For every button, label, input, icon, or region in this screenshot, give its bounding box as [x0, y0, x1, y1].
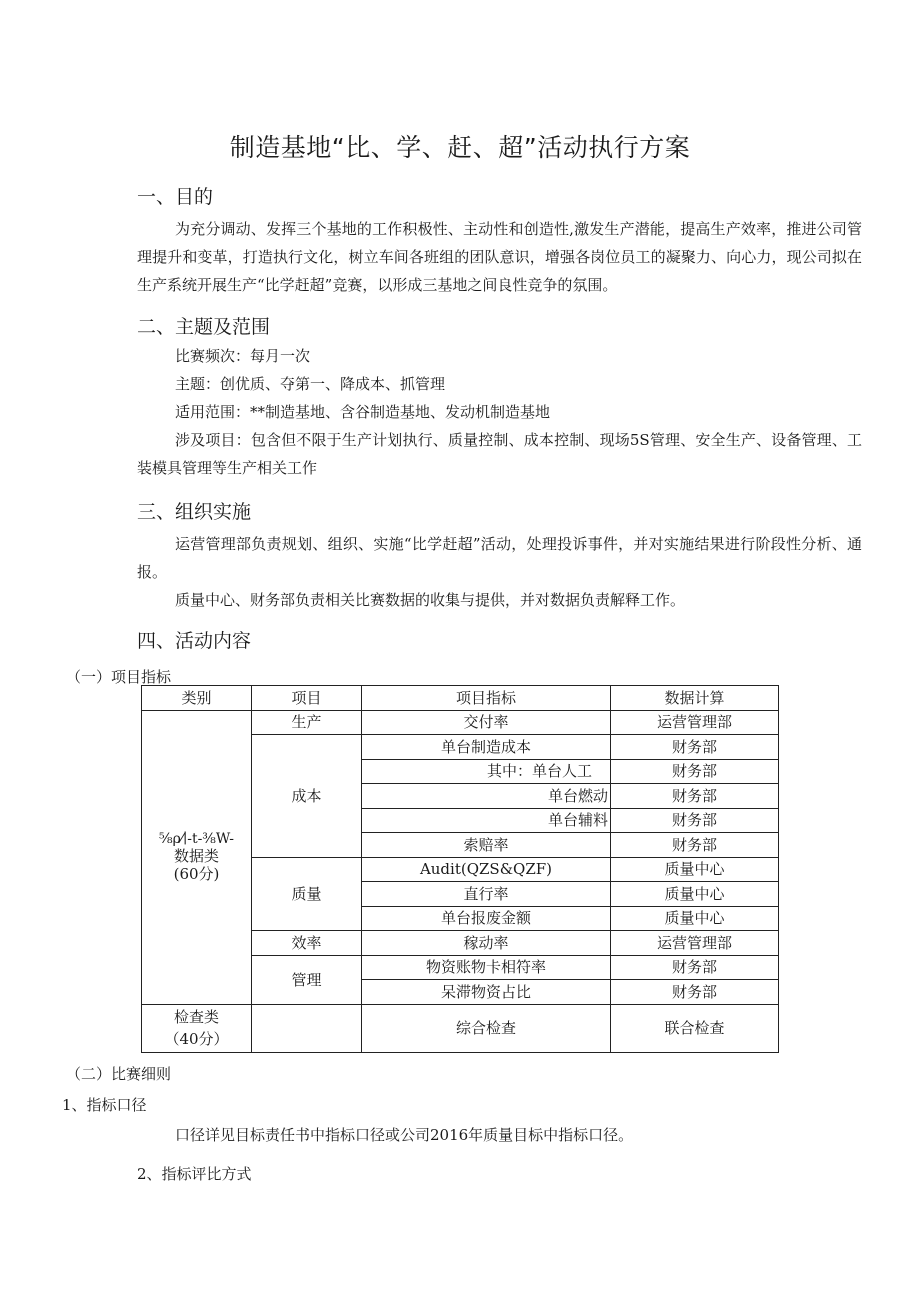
- calc-cell: 财务部: [611, 759, 779, 784]
- section-1-heading: 一、目的: [137, 186, 214, 208]
- scope-line: 适用范围：**制造基地、含谷制造基地、发动机制造基地: [175, 403, 551, 421]
- category-garbled-text: ⅝ρ⁄∣-t-⅜W-: [159, 831, 234, 847]
- rule-1-label: 1、指标口径: [62, 1096, 147, 1114]
- indicator-cell: 单台辅料: [362, 808, 611, 833]
- indicator-cell: 直行率: [362, 882, 611, 907]
- calc-cell: 财务部: [611, 955, 779, 980]
- indicator-cell: 索赔率: [362, 833, 611, 858]
- group-efficiency: 效率: [252, 931, 362, 956]
- table-row: [142, 1004, 779, 1052]
- indicator-cell: 稼动率: [362, 931, 611, 956]
- section-3-paragraph-2: 质量中心、财务部负责相关比赛数据的收集与提供，并对数据负责解释工作。: [175, 591, 686, 609]
- table-header: 类别: [142, 686, 252, 711]
- calc-cell: 联合检查: [611, 1004, 779, 1052]
- section-3-heading: 三、组织实施: [137, 501, 252, 523]
- frequency-line: 比赛频次：每月一次: [175, 347, 311, 365]
- calc-cell: 质量中心: [611, 906, 779, 931]
- indicator-cell: 综合检查: [362, 1004, 611, 1052]
- calc-cell: 质量中心: [611, 882, 779, 907]
- indicator-cell: 物资账物卡相符率: [362, 955, 611, 980]
- table-row: [142, 710, 779, 735]
- indicator-cell: Audit(QZS&QZF): [362, 857, 611, 882]
- indicator-table: [141, 685, 779, 1053]
- section-2-heading: 二、主题及范围: [137, 316, 271, 338]
- calc-cell: 质量中心: [611, 857, 779, 882]
- calc-cell: 运营管理部: [611, 931, 779, 956]
- indicator-cell: 单台报废金额: [362, 906, 611, 931]
- rule-2-label: 2、指标评比方式: [137, 1165, 252, 1183]
- indicator-cell: 单台燃动: [362, 784, 611, 809]
- category-data-cell: [142, 710, 252, 1004]
- category-data-name: 数据类: [173, 847, 219, 865]
- rule-1-text: 口径详见目标责任书中指标口径或公司2016年质量目标中指标口径。: [175, 1126, 634, 1144]
- indicator-cell: 单台制造成本: [362, 735, 611, 760]
- category-inspection-score: （40分）: [164, 1030, 229, 1048]
- table-header: 项目: [252, 686, 362, 711]
- table-header: 数据计算: [611, 686, 779, 711]
- category-data-score: (60分): [173, 865, 220, 883]
- group-quality: 质量: [252, 857, 362, 931]
- calc-cell: 财务部: [611, 784, 779, 809]
- empty-cell: [252, 1004, 362, 1052]
- table-header: 项目指标: [362, 686, 611, 711]
- category-inspection-cell: [142, 1004, 252, 1052]
- category-inspection-name: 检查类: [173, 1008, 219, 1026]
- indicator-cell: 其中：单台人工: [362, 759, 611, 784]
- calc-cell: 财务部: [611, 980, 779, 1005]
- page-title: 制造基地“比、学、赶、超”活动执行方案: [229, 133, 691, 162]
- section-3-paragraph-1: 运营管理部负责规划、组织、实施“比学赶超”活动，处理投诉事件，并对实施结果进行阶段性分析、通报。: [137, 535, 862, 581]
- calc-cell: 运营管理部: [611, 710, 779, 735]
- calc-cell: 财务部: [611, 833, 779, 858]
- group-cost: 成本: [252, 735, 362, 858]
- involve-paragraph: 涉及项目：包含但不限于生产计划执行、质量控制、成本控制、现场5S管理、安全生产、设备管理、工装模具管理等生产相关工作: [137, 431, 862, 477]
- calc-cell: 财务部: [611, 808, 779, 833]
- indicator-cell: 呆滞物资占比: [362, 980, 611, 1005]
- table-header-row: [142, 686, 779, 711]
- subsection-1-label: （一）项目指标: [66, 668, 172, 686]
- section-1-paragraph: 为充分调动、发挥三个基地的工作积极性、主动性和创造性,激发生产潜能，提高生产效率，推进公司管理提升和变革，打造执行文化，树立车间各班组的团队意识，增强各岗位员工的凝聚力、向心力，现公司拟在生产系统开展生产“比学赶超”竞赛，以形成三基地之间良性竞争的氛围。: [137, 220, 862, 294]
- section-4-heading: 四、活动内容: [137, 630, 252, 652]
- group-production: 生产: [252, 710, 362, 735]
- calc-cell: 财务部: [611, 735, 779, 760]
- theme-line: 主题：创优质、夺第一、降成本、抓管理: [175, 375, 446, 393]
- indicator-cell: 交付率: [362, 710, 611, 735]
- group-management: 管理: [252, 955, 362, 1004]
- subsection-2-label: （二）比赛细则: [66, 1065, 172, 1083]
